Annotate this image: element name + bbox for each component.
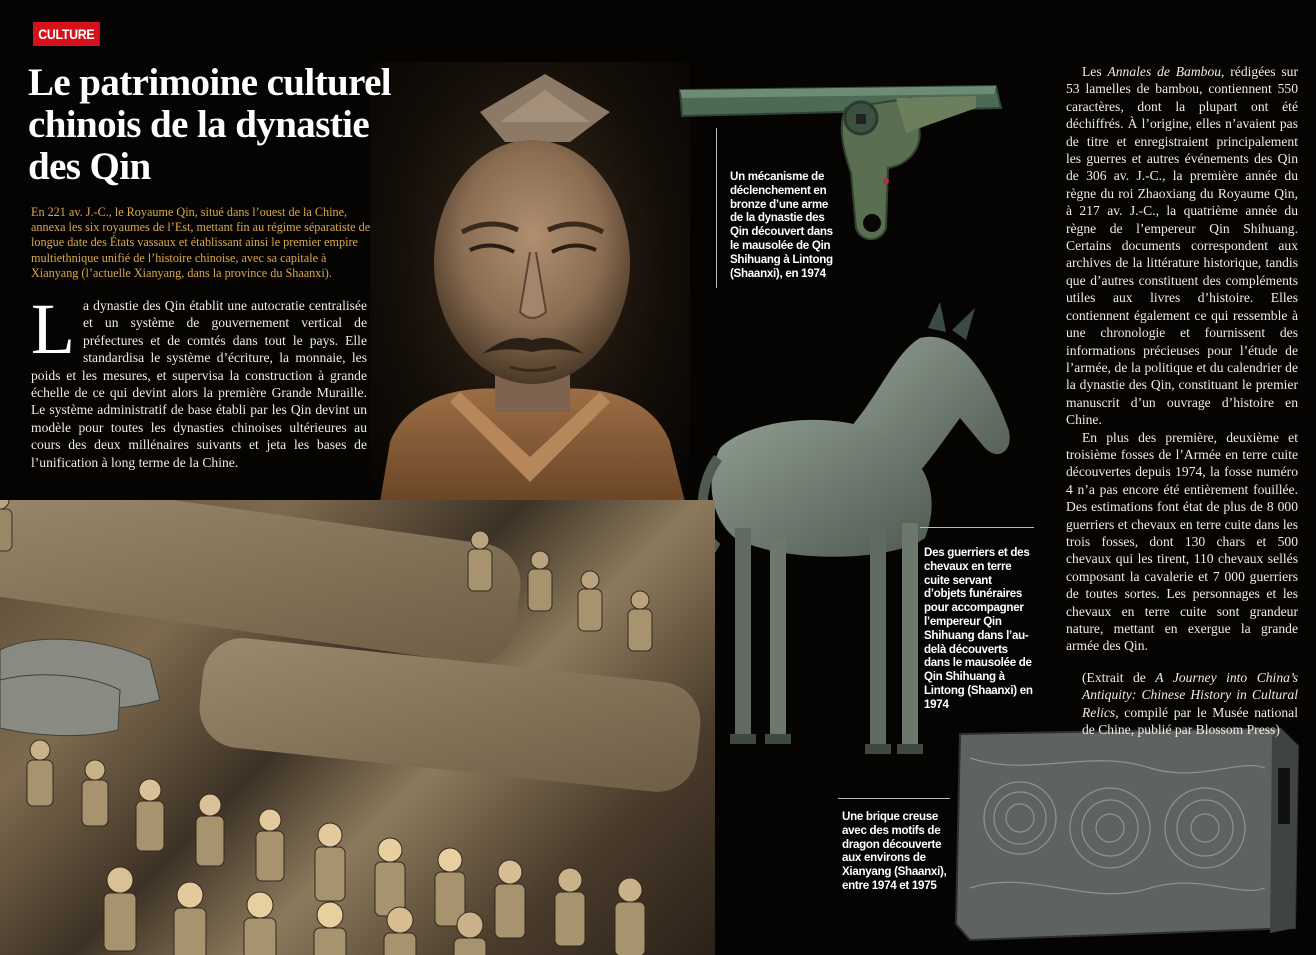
crossbow-caption: Un mécanisme de déclenchement en bronze d’une arme de la dynastie des Qin découvert dans le mausolée de Qin Shihuang à Lintong (Shaanxi), en 1974 [730,170,833,280]
drop-cap: L [31,289,75,369]
intro-paragraph [31,289,367,471]
bronze-trigger-photo [676,78,1006,248]
annals-text: , rédigées sur 53 lamelles de bambou, contiennent 550 caractères, dont la plupart ont été déchiffrés. À l’origine, elles n’avaient pas de titre et enregistraient principalement les guerres et autres événements des Qin de 306 av. J.-C., la première année du règne du roi Zhaoxiang du Royaume Qin, à 217 av. J.-C., la quatrième année du règne de l’empereur Qin Shihuang. Certains documents correspondent aux archives de la littérature historique, tandis que d’autres constituent des compléments utiles aux livres d’histoire. Elles contiennent également ce qui ressemble à une chronologie et fournissent des informations précieuses pour l’étude de l’armée, de la politique et du calendrier de la dynastie des Qin, constituant le premier manuscrit d’un ouvrage d’histoire en Chine. [1066,64,1298,428]
caption-rule [838,798,950,799]
pits-paragraph: En plus des première, deuxième et troisième fosses de l’Armée en terre cuite découvertes depuis 1974, la fosse numéro 4 n’a pas encore été entièrement fouillée. Des estimations font état de plus de 8 000 guerriers et chevaux en terre cuite dans les trois fosses, dont 130 chars et 500 chevaux qui les tirent, 110 chevaux sellés composant la cavalerie et 7 000 guerriers de toutes sortes. Les personnages et les chevaux en terre cuite sont grandeur nature, mettant en exergue la grande armée des Qin. [1066,429,1298,654]
annals-title: Annales de Bambou [1107,64,1222,79]
source-note [1066,669,1298,739]
caption-rule [716,128,717,288]
book-title: A Journey into China’s Antiquity: Chinese History in Cultural Relics [1082,669,1298,720]
headline: Le patrimoine culturel chinois de la dynastie des Qin [28,61,392,188]
brick-caption: Une brique creuse avec des motifs de dragon découverte aux environs de Xianyang (Shaanxi), entre 1974 et 1975 [842,810,947,892]
intro-column [31,289,367,471]
intro-text: a dynastie des Qin établit une autocratie centralisée et un système de gouvernement vertical de préfectures et de comtés dans tout le pays. Elle standardisa le système d’écriture, la monnaie, les poids et les mesures, et supervisa la construction à grande échelle de ce qui devint alors la première Grande Muraille. Le système administratif de base établi par les Qin devint un modèle pour toutes les dynasties chinoises ultérieures au cours des deux millénaires suivants et jeta les bases de l’unification à long terme de la Chine. [31,298,367,470]
dragon-brick-photo [950,728,1305,943]
warrior-bust-photo [370,62,690,502]
note-end: , compilé par le Musée national de Chine, publié par Blossom Press) [1082,704,1298,738]
section-tag: CULTURE [33,22,100,46]
caption-rule [920,527,1034,528]
note-start: (Extrait de [1082,669,1156,685]
annals-paragraph [1066,63,1298,429]
terracotta-army-photo [0,500,715,955]
annals-text-start: Les [1082,64,1108,79]
horse-caption: Des guerriers et des chevaux en terre cuite servant d’objets funéraires pour accompagner l’empereur Qin Shihuang dans l’au-delà découverts dans le mausolée de Qin Shihuang à Lintong (Shaanxi) en 1974 [924,546,1033,711]
lede: En 221 av. J.-C., le Royaume Qin, situé dans l’ouest de la Chine, annexa les six royaumes de l’Est, mettant fin au régime séparatiste de longue date des États vassaux et établissant ainsi le premier empire multiethnique unifié de l’histoire chinoise, avec sa capitale à Xianyang (l’actuelle Xianyang, dans la province du Shaanxi). [31,205,371,280]
right-column [1066,63,1298,738]
